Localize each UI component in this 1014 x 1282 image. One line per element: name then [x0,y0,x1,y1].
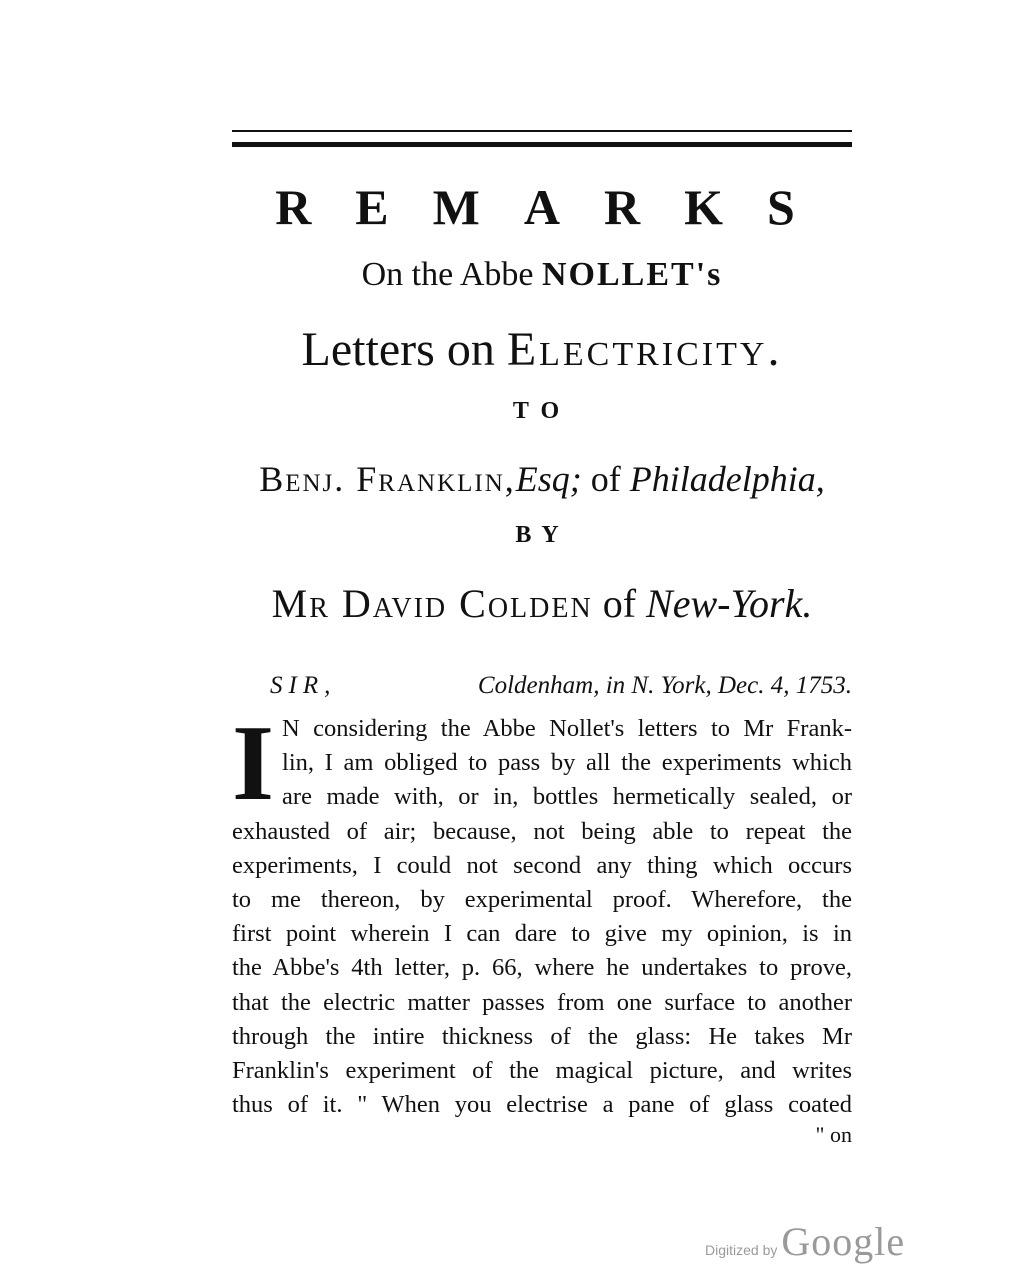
by-text: BY [515,522,569,548]
subtitle-electricity [232,322,852,377]
google-watermark [705,1218,905,1265]
watermark-prefix: Digitized by [705,1242,778,1258]
author-name-text: Mr David Colden [271,581,593,626]
body-line: through the intire thickness of the glass: He takes Mr [232,1022,852,1050]
body-line: exhausted of air; because, not being able to repeat the [232,817,852,845]
body-line: thus of it. " When you electrise a pane of glass coated [232,1091,852,1119]
body-line: N considering the Abbe Nollet's letters to Mr Frank- [282,715,852,742]
body-line: that the electric matter passes from one surface to another [232,988,852,1016]
top-rule-thick [232,142,852,147]
benj-franklin-text: Benj. Franklin, [259,459,516,499]
title-remarks: REMARKS [275,179,839,235]
google-logo: Google [781,1219,906,1264]
of-text-2: of [592,581,647,626]
subtitle-abbe-nollet [232,256,852,294]
body-line: to me thereon, by experimental proof. Wherefore, the [232,886,852,914]
body-line: Franklin's experiment of the magical picture, and writes [232,1057,852,1085]
top-rule-thin [232,130,852,132]
body-text [232,704,852,1122]
body-line: lin, I am obliged to pass by all the experiments which [282,749,852,777]
electricity-text: Electricity. [506,323,783,376]
to-text: TO [512,398,572,424]
body-line: are made with, or in, bottles hermetically sealed, or [282,783,852,811]
body-line: first point wherein I can dare to give my opinion, is in [232,920,852,948]
nollet-text: NOLLET's [541,256,723,293]
body-line: the Abbe's 4th letter, p. 66, where he undertakes to prove, [232,954,852,982]
new-york-text: New-York. [646,581,813,626]
philadelphia-text: Philadelphia, [629,459,825,499]
body-line: experiments, I could not second any thing which occurs [232,851,852,879]
author-line [232,580,852,627]
esq-text: Esq; [515,459,582,499]
addressee-line [232,458,852,500]
letters-on-text: Letters on [301,323,507,376]
of-text: of [581,459,630,499]
catchword: " on [815,1122,852,1147]
on-the-abbe-text: On the Abbe [361,256,542,293]
drop-cap: I [232,704,275,823]
salutation: SIR, [270,672,337,699]
place-date: Coldenham, in N. York, Dec. 4, 1753. [477,672,852,699]
